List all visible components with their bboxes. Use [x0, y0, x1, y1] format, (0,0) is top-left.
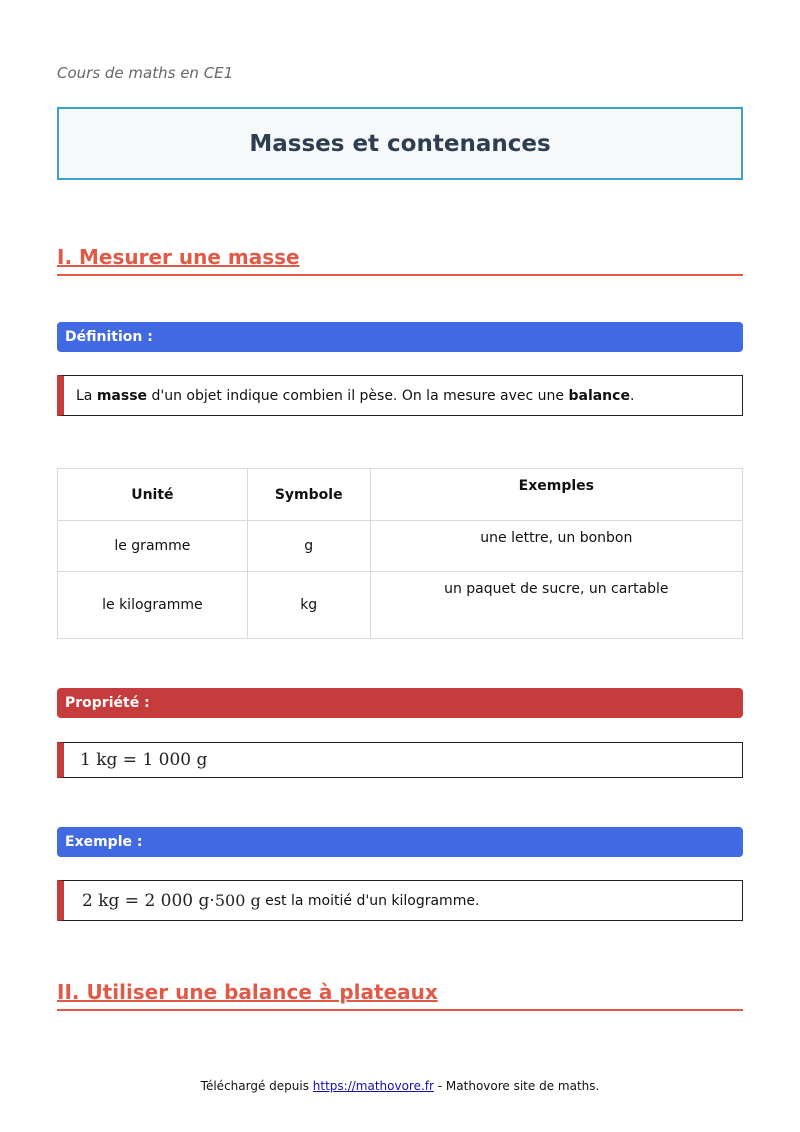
table-cell: g [247, 521, 370, 572]
example-box [57, 880, 743, 921]
example-text: est la moitié d'un kilogramme. [260, 892, 480, 909]
property-formula: 1 kg = 1 000 g [80, 750, 208, 770]
title-box [57, 107, 743, 180]
table-header: Exemples [370, 469, 742, 521]
example-formula-1: 2 kg = 2 000 g [82, 890, 210, 911]
table-cell: le kilogramme [58, 572, 248, 639]
example-header: Exemple : [57, 827, 743, 857]
definition-header: Définition : [57, 322, 743, 352]
example-separator: · [209, 890, 215, 911]
property-box [57, 742, 743, 778]
definition-text: La masse d'un objet indique combien il pèse. On la mesure avec une balance. [76, 387, 635, 404]
units-table [57, 468, 743, 639]
section-title-2: II. Utiliser une balance à plateaux [57, 980, 743, 1011]
property-header: Propriété : [57, 688, 743, 718]
table-row [58, 521, 743, 572]
example-formula-2: 500 g [214, 891, 261, 910]
table-header: Unité [58, 469, 248, 521]
table-cell: un paquet de sucre, un cartable [370, 572, 742, 639]
page-title: Masses et contenances [249, 130, 551, 157]
table-cell: le gramme [58, 521, 248, 572]
table-row [58, 572, 743, 639]
table-header: Symbole [247, 469, 370, 521]
course-label: Cours de maths en CE1 [57, 64, 234, 82]
footer: Téléchargé depuis https://mathovore.fr - Mathovore site de maths. [200, 1079, 600, 1093]
table-header-row [58, 469, 743, 521]
table-cell: une lettre, un bonbon [370, 521, 742, 572]
definition-box [57, 375, 743, 416]
footer-link[interactable]: https://mathovore.fr [312, 1079, 434, 1093]
section-title-1: I. Mesurer une masse [57, 245, 743, 276]
table-cell: kg [247, 572, 370, 639]
